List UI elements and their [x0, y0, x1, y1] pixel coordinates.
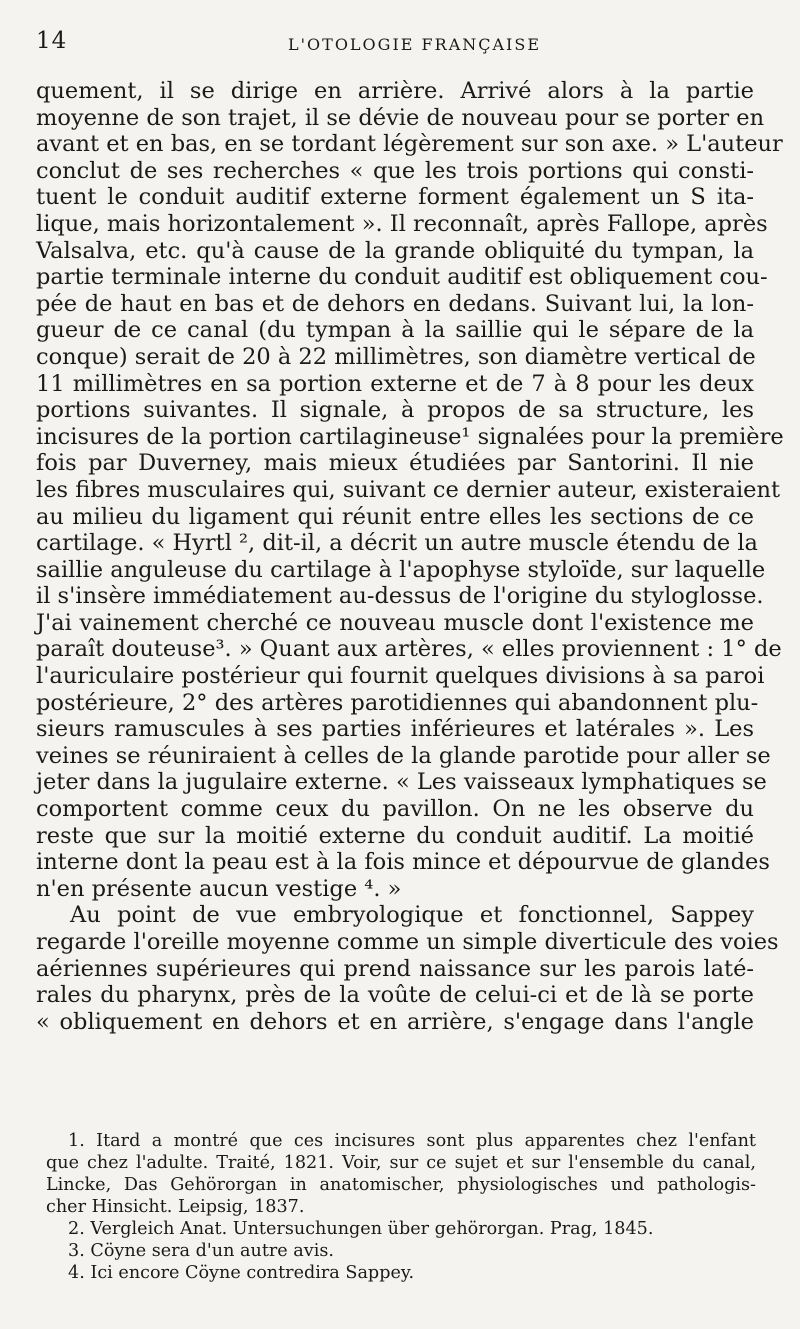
text-line: partie terminale interne du conduit auditif est obliquement cou- — [36, 264, 768, 291]
text-line: sieurs ramuscules à ses parties inférieures et latérales ». Les — [36, 716, 754, 743]
text-line: au milieu du ligament qui réunit entre elles les sections de ce — [36, 503, 754, 530]
footnote-line: Lincke, Das Gehörorgan in anatomischer, physiologisches und pathologis- — [46, 1175, 756, 1195]
text-line: conque) serait de 20 à 22 millimètres, son diamètre vertical de — [36, 343, 756, 370]
text-line: regarde l'oreille moyenne comme un simple diverticule des voies — [36, 929, 779, 955]
text-line: « obliquement en dehors et en arrière, s'engage dans l'angle — [36, 1008, 754, 1035]
footnote-line: 1. Itard a montré que ces incisures sont plus apparentes chez l'enfant — [68, 1131, 756, 1151]
text-line: n'en présente aucun vestige ⁴. » — [36, 875, 402, 902]
text-line: paraît douteuse³. » Quant aux artères, « elles proviennent : 1° de — [36, 636, 782, 663]
footnote-line: 3. Cöyne sera d'un autre avis. — [68, 1241, 334, 1261]
page-number: 14 — [36, 28, 68, 54]
book-page — [36, 26, 784, 1283]
text-line: veines se réuniraient à celles de la glande parotide pour aller se — [36, 742, 771, 769]
running-title: L'OTOLOGIE FRANÇAISE — [288, 35, 541, 54]
text-line: interne dont la peau est à la fois mince et dépourvue de glandes — [36, 849, 770, 876]
text-line: gueur de ce canal (du tympan à la saillie qui le sépare de la — [36, 317, 754, 344]
footnote-line: 2. Vergleich Anat. Untersuchungen über gehörorgan. Prag, 1845. — [68, 1219, 654, 1239]
footnote-line: que chez l'adulte. Traité, 1821. Voir, sur ce sujet et sur l'ensemble du canal, — [46, 1153, 756, 1173]
text-line: reste que sur la moitié externe du conduit auditif. La moitié — [36, 822, 754, 849]
text-line: J'ai vainement cherché ce nouveau muscle dont l'existence me — [36, 609, 754, 636]
text-line: incisures de la portion cartilagineuse¹ signalées pour la première — [36, 423, 784, 450]
text-line: postérieure, 2° des artères parotidiennes qui abandonnent plu- — [36, 689, 759, 716]
page-header — [36, 26, 756, 62]
footnote-line: cher Hinsicht. Leipsig, 1837. — [46, 1197, 305, 1217]
text-line: jeter dans la jugulaire externe. « Les vaisseaux lymphatiques se — [36, 769, 767, 796]
text-line: cartilage. « Hyrtl ², dit-il, a décrit un autre muscle étendu de la — [36, 530, 758, 557]
text-line: portions suivantes. Il signale, à propos de sa structure, les — [36, 397, 754, 424]
text-line: il s'insère immédiatement au-dessus de l'origine du styloglosse. — [36, 583, 764, 610]
text-line: lique, mais horizontalement ». Il reconnaît, après Fallope, après — [36, 210, 768, 237]
text-line: conclut de ses recherches « que les trois portions qui consti- — [36, 157, 754, 184]
text-line: moyenne de son trajet, il se dévie de nouveau pour se porter en — [36, 104, 765, 131]
text-line: quement, il se dirige en arrière. Arrivé alors à la partie — [36, 78, 754, 104]
text-line: 11 millimètres en sa portion externe et de 7 à 8 pour les deux — [36, 370, 754, 397]
text-line: saillie anguleuse du cartilage à l'apophyse styloïde, sur laquelle — [36, 556, 766, 583]
text-line: Au point de vue embryologique et fonctionnel, Sappey — [70, 902, 754, 929]
text-line: pée de haut en bas et de dehors en dedans. Suivant lui, la lon- — [36, 290, 754, 317]
text-line: Valsalva, etc. qu'à cause de la grande obliquité du tympan, la — [36, 237, 754, 264]
main-text — [36, 78, 784, 1035]
text-line: avant et en bas, en se tordant légèrement sur son axe. » L'auteur — [36, 131, 783, 158]
text-line: les fibres musculaires qui, suivant ce dernier auteur, existeraient — [36, 476, 780, 503]
text-line: fois par Duverney, mais mieux étudiées par Santorini. Il nie — [36, 450, 754, 477]
text-line: comportent comme ceux du pavillon. On ne les observe du — [36, 796, 754, 823]
text-line: l'auriculaire postérieur qui fournit quelques divisions à sa paroi — [36, 663, 765, 690]
footnote-line: 4. Ici encore Cöyne contredira Sappey. — [68, 1263, 415, 1283]
text-line: aériennes supérieures qui prend naissance sur les parois laté- — [36, 955, 754, 982]
footnotes — [46, 1130, 756, 1284]
text-line: rales du pharynx, près de la voûte de celui-ci et de là se porte — [36, 982, 754, 1009]
text-line: tuent le conduit auditif externe forment également un S ita- — [36, 184, 754, 211]
